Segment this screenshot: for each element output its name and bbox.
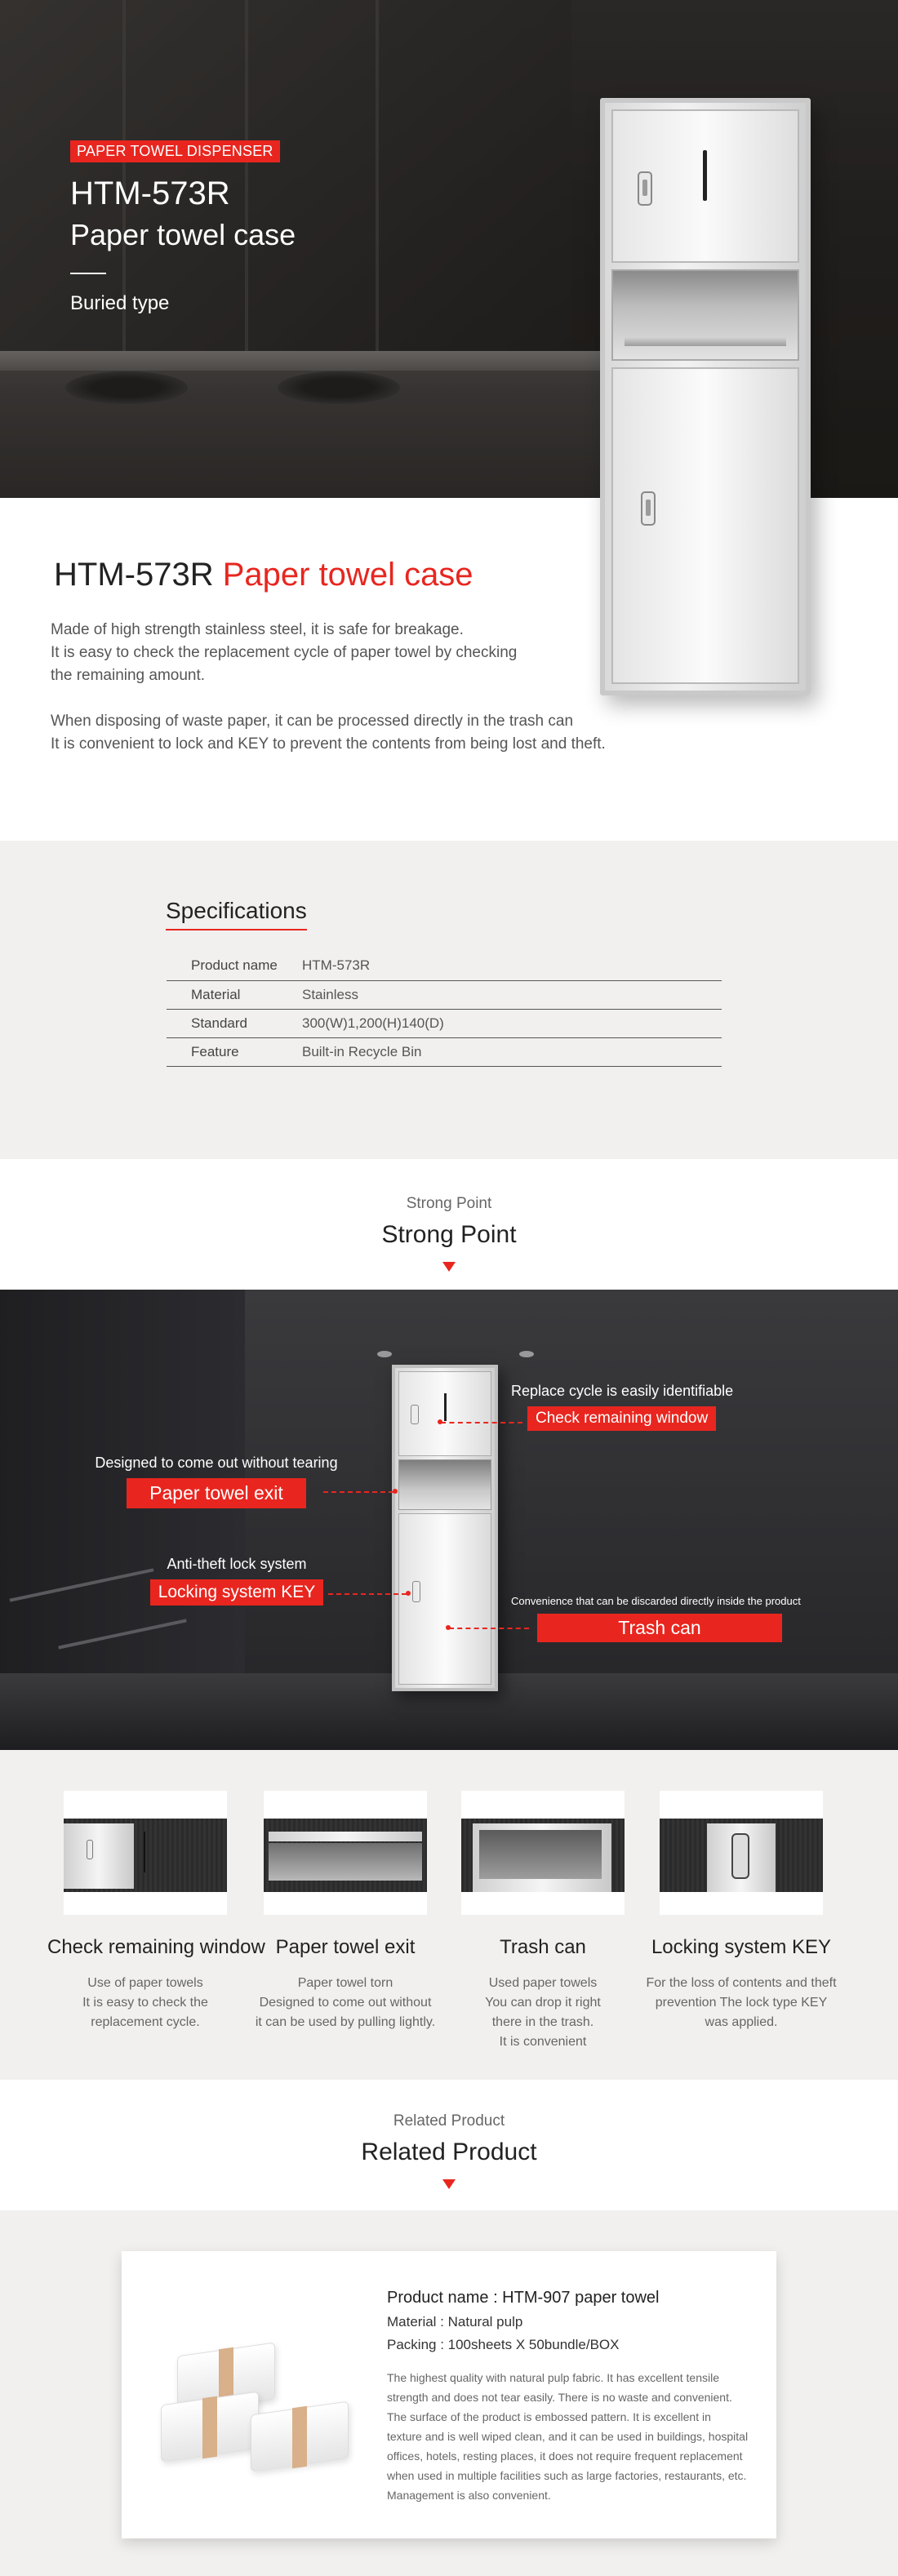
strong-point-panel: [0, 1290, 898, 1750]
lock-icon: [731, 1833, 749, 1879]
intro-paragraph-1: Made of high strength stainless steel, it is safe for breakage. It is easy to check the replacement cycle of paper towel by checking the remaining amount.: [51, 621, 518, 684]
specifications-section: [0, 841, 898, 1159]
table-row: Feature Built-in Recycle Bin: [167, 1037, 722, 1066]
callout-locking-key: Anti-theft lock system Locking system KEY: [131, 1556, 343, 1606]
product-image: [600, 98, 811, 695]
intro-paragraph-2: When disposing of waste paper, it can be processed directly in the trash can It is convenient to lock and KEY to prevent the contents from being lost and theft.: [51, 713, 606, 753]
feature-trash-can: Trash can Used paper towels You can drop it right there in the trash. It is convenient: [445, 1791, 641, 2052]
hero-model-title: HTM-573R: [70, 175, 230, 211]
related-product-info: [387, 2289, 754, 2505]
paper-towel-exit: [611, 269, 799, 361]
hero-text: [70, 140, 296, 315]
product-lower-door: [611, 367, 799, 684]
table-row: Material Stainless: [167, 980, 722, 1009]
feature-image: [660, 1791, 823, 1915]
callout-check-window: Replace cycle is easily identifiable Check remaining window: [511, 1383, 733, 1431]
product-diagram: [392, 1365, 498, 1691]
feature-check-window: Check remaining window Use of paper towels It is easy to check the replacement cycle.: [47, 1791, 243, 2032]
hero-type: Buried type: [70, 292, 170, 315]
intro-title: HTM-573R Paper towel case: [54, 557, 473, 593]
triangle-down-icon: [442, 1262, 456, 1272]
related-product-material: Material : Natural pulp: [387, 2314, 523, 2330]
lock-icon: [411, 1405, 419, 1424]
specifications-title: Specifications: [166, 898, 307, 930]
lock-icon: [638, 171, 652, 206]
lock-icon: [641, 491, 656, 526]
strong-point-heading: Strong Point Strong Point: [0, 1195, 898, 1272]
remaining-window: [703, 150, 707, 201]
features-section: [0, 1750, 898, 2080]
feature-image: [264, 1791, 427, 1915]
category-badge: PAPER TOWEL DISPENSER: [70, 140, 280, 162]
related-product-card[interactable]: [122, 2251, 776, 2538]
product-upper-door: [611, 109, 799, 263]
specifications-table: [167, 952, 722, 1067]
table-row: Product name HTM-573R: [167, 952, 722, 980]
hero-divider: [70, 273, 106, 274]
hero-subtitle: Paper towel case: [70, 218, 296, 251]
related-product-heading: Related Product Related Product: [0, 2112, 898, 2189]
feature-image: [64, 1791, 227, 1915]
lock-icon: [87, 1840, 93, 1859]
callout-trash-can: Convenience that can be discarded directly inside the product Trash can: [511, 1595, 801, 1642]
feature-image: [461, 1791, 625, 1915]
related-product-description: The highest quality with natural pulp fabric. It has excellent tensile strength and does not tear easily. There is no waste and convenient. The surface of the product is embossed pattern. It is excellent in texture and is well wiped clean, and it can be used in buildings, hospital offices, hotels, resting places, it does not require frequent replacement when used in multiple facilities such as large factories, restaurants, etc. Management is also convenient.: [387, 2371, 749, 2502]
related-product-packing: Packing : 100sheets X 50bundle/BOX: [387, 2337, 620, 2352]
feature-towel-exit: Paper towel exit Paper towel torn Designed to come out without it can be used by pulling lightly.: [247, 1791, 443, 2032]
paper-towel-image: [161, 2341, 349, 2488]
table-row: Standard 300(W)1,200(H)140(D): [167, 1009, 722, 1037]
related-product-section: [0, 2210, 898, 2576]
callout-towel-exit: Designed to come out without tearing Paper towel exit: [73, 1455, 359, 1508]
lock-icon: [412, 1581, 420, 1602]
related-product-name: Product name : HTM-907 paper towel: [387, 2289, 660, 2307]
feature-locking-key: Locking system KEY For the loss of contents and theft prevention The lock type KEY was applied.: [643, 1791, 839, 2032]
triangle-down-icon: [442, 2179, 456, 2189]
